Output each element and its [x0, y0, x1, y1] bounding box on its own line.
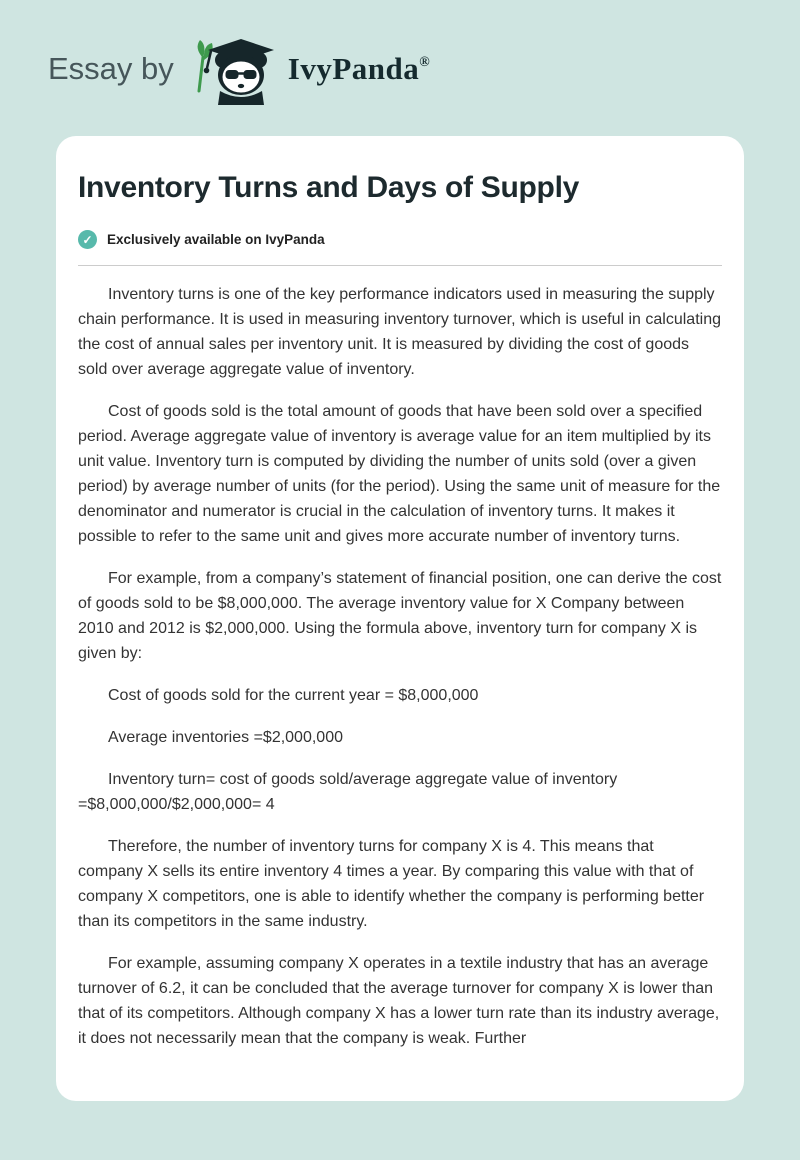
- bamboo-stalk: [199, 57, 203, 91]
- paragraph-5-formula: Average inventories =$2,000,000: [108, 729, 343, 746]
- paragraph-2: Cost of goods sold is the total amount of goods that have been sold over a specified period. Average aggregate value of inventory is average value for an item multiplied by its unit value. Inventory turn is computed by dividing the number of units sold (over a given period) by average number of units (for the period). Using the same unit of measure for the denominator and numerator is crucial in the calculation of inventory turns. It makes it possible to refer to the same unit and gives more accurate number of inventory turns.: [78, 403, 721, 545]
- ivypanda-logo-icon: [190, 37, 280, 105]
- paragraph-4-formula: Cost of goods sold for the current year = $8,000,000: [108, 687, 479, 704]
- brand-text: IvyPanda: [287, 51, 420, 86]
- availability-label: Exclusively available on IvyPanda: [107, 232, 325, 247]
- essay-by-label: Essay by: [48, 51, 174, 86]
- paragraph-1: Inventory turns is one of the key performance indicators used in measuring the supply chain performance. It is used in measuring inventory turnover, which is useful in calculating the cost of annual sales per inventory unit. It is measured by dividing the cost of goods sold over average aggregate value of inventory.: [78, 286, 721, 378]
- graduation-cap-band: [232, 54, 250, 61]
- registered-mark: ®: [419, 54, 431, 70]
- brand-name: [288, 51, 430, 87]
- bamboo-leaf: [197, 40, 204, 58]
- checkmark-icon: ✓: [78, 230, 97, 249]
- essay-title: Inventory Turns and Days of Supply: [78, 171, 579, 204]
- sunglasses-lens: [225, 70, 238, 79]
- divider: [78, 265, 722, 266]
- paragraph-6-formula: Inventory turn= cost of goods sold/average aggregate value of inventory =$8,000,000/$2,000,000= 4: [78, 771, 618, 813]
- availability-row: [78, 230, 722, 249]
- sunglasses-lens: [243, 70, 256, 79]
- essay-body: [78, 282, 722, 1051]
- paragraph-8: For example, assuming company X operates in a textile industry that has an average turnover of 6.2, it can be concluded that the average turnover for company X is lower than that of its competitors. Although company X has a lower turn rate than its industry average, it does not necessarily mean that the company is weak. Further: [78, 955, 720, 1047]
- cap-tassel-end: [203, 68, 209, 74]
- panda-nose: [238, 84, 244, 88]
- paragraph-7: Therefore, the number of inventory turns for company X is 4. This means that company X sells its entire inventory 4 times a year. By comparing this value with that of company X competitors, one is able to identify whether the company is performing better than its competitors in the same industry.: [78, 838, 705, 930]
- essay-card: [56, 136, 744, 1101]
- panda-graduate-illustration: [190, 37, 280, 105]
- site-header: [0, 0, 800, 100]
- paragraph-3: For example, from a company’s statement of financial position, one can derive the cost of goods sold to be $8,000,000. The average inventory value for X Company between 2010 and 2012 is $2,000,000. Using the formula above, inventory turn for company X is given by:: [78, 570, 722, 662]
